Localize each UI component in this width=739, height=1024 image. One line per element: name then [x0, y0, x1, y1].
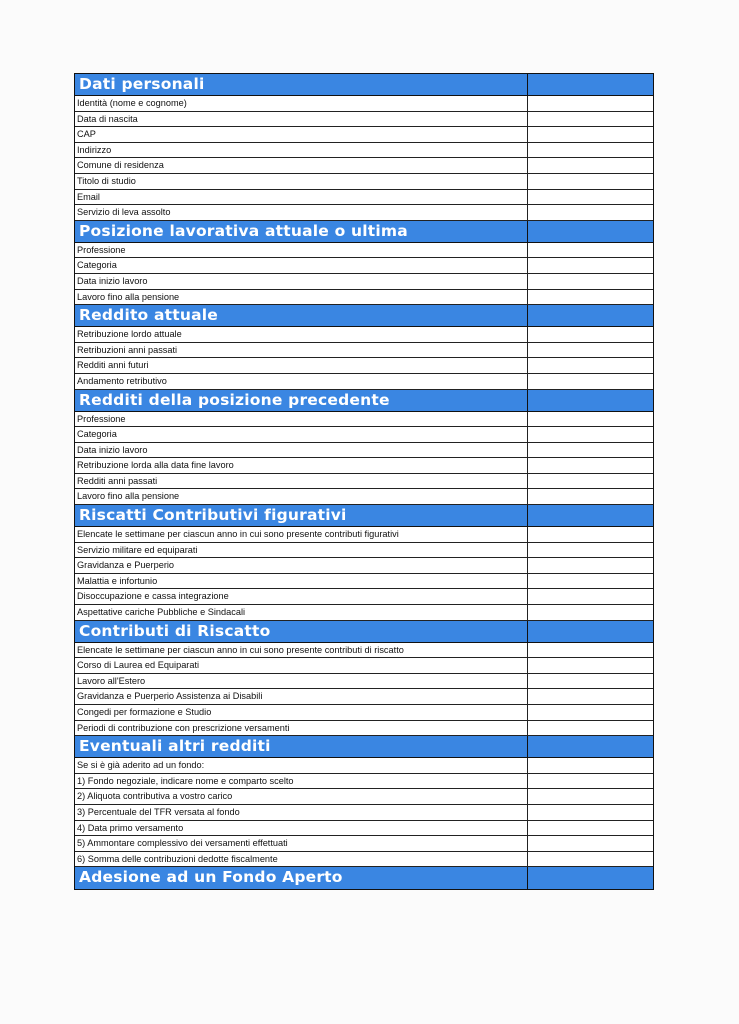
- row-value-cell[interactable]: [528, 412, 653, 427]
- row-value-cell[interactable]: [528, 343, 653, 358]
- row-value-cell[interactable]: [528, 205, 653, 220]
- table-row: [75, 205, 653, 221]
- table-row: [75, 327, 653, 343]
- section-header: [75, 621, 653, 643]
- row-label: Professione: [75, 243, 528, 258]
- row-value-cell[interactable]: [528, 674, 653, 689]
- table-row: [75, 174, 653, 190]
- table-row: [75, 789, 653, 805]
- table-row: [75, 458, 653, 474]
- row-value-cell[interactable]: [528, 758, 653, 773]
- section-title: Posizione lavorativa attuale o ultima: [75, 221, 528, 242]
- section-title: Adesione ad un Fondo Aperto: [75, 867, 528, 889]
- row-value-cell[interactable]: [528, 458, 653, 473]
- row-label: Retribuzione lordo attuale: [75, 327, 528, 342]
- row-value-cell[interactable]: [528, 689, 653, 704]
- table-row: [75, 443, 653, 459]
- row-label: Categoria: [75, 258, 528, 273]
- row-label: Retribuzione lorda alla data fine lavoro: [75, 458, 528, 473]
- row-value-cell[interactable]: [528, 290, 653, 305]
- row-label: Servizio di leva assolto: [75, 205, 528, 220]
- row-value-cell[interactable]: [528, 543, 653, 558]
- row-value-cell[interactable]: [528, 243, 653, 258]
- row-label: Aspettative cariche Pubbliche e Sindacali: [75, 605, 528, 620]
- table-row: [75, 143, 653, 159]
- row-value-cell[interactable]: [528, 489, 653, 504]
- table-row: [75, 543, 653, 559]
- section-header-value-cell: [528, 867, 653, 889]
- row-value-cell[interactable]: [528, 112, 653, 127]
- row-label: Lavoro fino alla pensione: [75, 290, 528, 305]
- row-label: 6) Somma delle contribuzioni dedotte fiscalmente: [75, 852, 528, 867]
- table-row: [75, 705, 653, 721]
- section-header: [75, 390, 653, 412]
- row-label: Redditi anni futuri: [75, 358, 528, 373]
- section-title: Reddito attuale: [75, 305, 528, 326]
- row-value-cell[interactable]: [528, 258, 653, 273]
- table-row: [75, 589, 653, 605]
- form-table: [74, 73, 654, 890]
- row-label: CAP: [75, 127, 528, 142]
- row-value-cell[interactable]: [528, 96, 653, 111]
- section-title: Riscatti Contributivi figurativi: [75, 505, 528, 526]
- table-row: [75, 805, 653, 821]
- table-row: [75, 243, 653, 259]
- table-row: [75, 127, 653, 143]
- section-header-value-cell: [528, 305, 653, 326]
- table-row: [75, 558, 653, 574]
- table-row: [75, 190, 653, 206]
- table-row: [75, 527, 653, 543]
- table-row: [75, 721, 653, 737]
- table-row: [75, 358, 653, 374]
- table-row: [75, 374, 653, 390]
- section-header-value-cell: [528, 505, 653, 526]
- row-value-cell[interactable]: [528, 558, 653, 573]
- row-value-cell[interactable]: [528, 327, 653, 342]
- section-header-value-cell: [528, 736, 653, 757]
- row-value-cell[interactable]: [528, 589, 653, 604]
- row-label: Corso di Laurea ed Equiparati: [75, 658, 528, 673]
- section-header-value-cell: [528, 390, 653, 411]
- row-value-cell[interactable]: [528, 174, 653, 189]
- table-row: [75, 574, 653, 590]
- row-label: Congedi per formazione e Studio: [75, 705, 528, 720]
- row-label: Elencate le settimane per ciascun anno in cui sono presente contributi figurativi: [75, 527, 528, 542]
- table-row: [75, 489, 653, 505]
- row-label: Data inizio lavoro: [75, 274, 528, 289]
- table-row: [75, 658, 653, 674]
- row-value-cell[interactable]: [528, 836, 653, 851]
- section-header-value-cell: [528, 621, 653, 642]
- row-value-cell[interactable]: [528, 605, 653, 620]
- section-title: Eventuali altri redditi: [75, 736, 528, 757]
- row-label: Data inizio lavoro: [75, 443, 528, 458]
- row-value-cell[interactable]: [528, 190, 653, 205]
- section-title: Redditi della posizione precedente: [75, 390, 528, 411]
- table-row: [75, 674, 653, 690]
- row-value-cell[interactable]: [528, 705, 653, 720]
- row-label: Lavoro fino alla pensione: [75, 489, 528, 504]
- row-label: Gravidanza e Puerperio Assistenza ai Disabili: [75, 689, 528, 704]
- section-title: Dati personali: [75, 74, 528, 95]
- row-value-cell[interactable]: [528, 427, 653, 442]
- row-label: Se si è già aderito ad un fondo:: [75, 758, 528, 773]
- row-value-cell[interactable]: [528, 643, 653, 658]
- table-row: [75, 412, 653, 428]
- section-header-value-cell: [528, 74, 653, 95]
- row-value-cell[interactable]: [528, 852, 653, 867]
- row-label: Elencate le settimane per ciascun anno in cui sono presente contributi di riscatto: [75, 643, 528, 658]
- table-row: [75, 643, 653, 659]
- row-label: 3) Percentuale del TFR versata al fondo: [75, 805, 528, 820]
- section-header: [75, 867, 653, 889]
- row-label: Servizio militare ed equiparati: [75, 543, 528, 558]
- table-row: [75, 343, 653, 359]
- row-value-cell[interactable]: [528, 658, 653, 673]
- row-value-cell[interactable]: [528, 374, 653, 389]
- row-label: Data di nascita: [75, 112, 528, 127]
- row-label: 5) Ammontare complessivo dei versamenti effettuati: [75, 836, 528, 851]
- row-value-cell[interactable]: [528, 721, 653, 736]
- table-row: [75, 112, 653, 128]
- table-row: [75, 290, 653, 306]
- table-row: [75, 689, 653, 705]
- row-label: Disoccupazione e cassa integrazione: [75, 589, 528, 604]
- row-label: Malattia e infortunio: [75, 574, 528, 589]
- row-value-cell[interactable]: [528, 805, 653, 820]
- table-row: [75, 836, 653, 852]
- row-value-cell[interactable]: [528, 274, 653, 289]
- row-label: Periodi di contribuzione con prescrizione versamenti: [75, 721, 528, 736]
- table-row: [75, 821, 653, 837]
- table-row: [75, 605, 653, 621]
- row-label: Redditi anni passati: [75, 474, 528, 489]
- row-value-cell[interactable]: [528, 143, 653, 158]
- table-row: [75, 758, 653, 774]
- table-row: [75, 274, 653, 290]
- row-label: Gravidanza e Puerperio: [75, 558, 528, 573]
- table-row: [75, 258, 653, 274]
- row-label: Indirizzo: [75, 143, 528, 158]
- row-value-cell[interactable]: [528, 789, 653, 804]
- row-label: Comune di residenza: [75, 158, 528, 173]
- row-label: Retribuzioni anni passati: [75, 343, 528, 358]
- row-label: Identità (nome e cognome): [75, 96, 528, 111]
- row-label: Titolo di studio: [75, 174, 528, 189]
- row-value-cell[interactable]: [528, 358, 653, 373]
- row-label: Categoria: [75, 427, 528, 442]
- table-row: [75, 474, 653, 490]
- row-value-cell[interactable]: [528, 821, 653, 836]
- row-value-cell[interactable]: [528, 127, 653, 142]
- section-title: Contributi di Riscatto: [75, 621, 528, 642]
- row-value-cell[interactable]: [528, 574, 653, 589]
- row-value-cell[interactable]: [528, 474, 653, 489]
- section-header: [75, 221, 653, 243]
- section-header: [75, 305, 653, 327]
- table-row: [75, 774, 653, 790]
- row-label: 2) Aliquota contributiva a vostro carico: [75, 789, 528, 804]
- section-header: [75, 74, 653, 96]
- table-row: [75, 852, 653, 868]
- row-label: Professione: [75, 412, 528, 427]
- row-label: Email: [75, 190, 528, 205]
- row-label: Andamento retributivo: [75, 374, 528, 389]
- table-row: [75, 427, 653, 443]
- row-value-cell[interactable]: [528, 443, 653, 458]
- row-label: 4) Data primo versamento: [75, 821, 528, 836]
- row-value-cell[interactable]: [528, 774, 653, 789]
- row-value-cell[interactable]: [528, 158, 653, 173]
- section-header: [75, 505, 653, 527]
- row-value-cell[interactable]: [528, 527, 653, 542]
- row-label: 1) Fondo negoziale, indicare nome e comparto scelto: [75, 774, 528, 789]
- section-header: [75, 736, 653, 758]
- table-row: [75, 96, 653, 112]
- section-header-value-cell: [528, 221, 653, 242]
- table-row: [75, 158, 653, 174]
- row-label: Lavoro all'Estero: [75, 674, 528, 689]
